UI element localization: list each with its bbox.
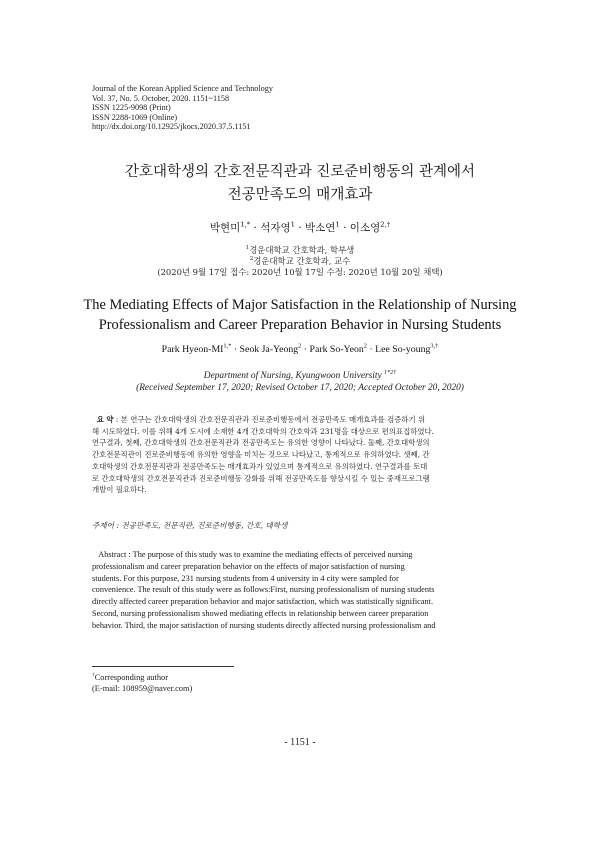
- author-sup: 2: [363, 342, 367, 350]
- author-name: Park So-Yeon: [309, 344, 364, 355]
- author-sup: 2: [298, 342, 302, 350]
- author-sup: 2,†: [380, 220, 391, 229]
- abstract-line: directly affected career preparation behavior and major satisfaction, which was statistically significant.: [92, 597, 434, 607]
- english-title-line-2: Professionalism and Career Preparation Behavior in Nursing Students: [98, 316, 502, 333]
- english-authors: [0, 344, 600, 355]
- footnote-divider: [92, 666, 234, 667]
- affiliation-text: Department of Nursing, Kyungwoon University: [203, 371, 382, 381]
- abstract-line: behavior. Third, the major satisfaction of nursing students directly affected nursing professionalism and: [92, 620, 436, 630]
- author-separator: ·: [250, 222, 261, 234]
- author-name: 이소영: [349, 222, 381, 234]
- korean-keywords: 주제어 : 전공만족도, 전문직관, 진로준비행동, 간호, 대학생: [92, 521, 288, 530]
- abstract-line: [92, 414, 508, 426]
- abstract-line: 연구결과, 첫째, 간호대학생의 간호전문직관과 전공만족도는 유의한 영향이 나타났다. 둘째, 간호대학생의: [92, 438, 430, 448]
- footnote-text: Corresponding author: [94, 673, 168, 682]
- page-number: - 1151 -: [284, 737, 316, 748]
- author-sup: 1,*: [223, 342, 232, 350]
- korean-authors: [0, 220, 600, 235]
- korean-affiliations: [0, 245, 600, 278]
- journal-issn-online: ISSN 2288-1069 (Online): [92, 112, 178, 122]
- abstract-line: 간호전문직관이 진로준비행동에 유의한 영향을 미치는 것으로 나타났고, 통계적으로 유의하였다. 셋째, 간: [92, 450, 430, 460]
- footnote-email: (E-mail: 108959@naver.com): [92, 684, 193, 693]
- english-affiliations: [0, 370, 600, 394]
- author-separator: ·: [231, 344, 240, 355]
- journal-header: [92, 84, 273, 132]
- korean-title-line-1: 간호대학생의 간호전문직관과 진로준비행동의 관계에서: [125, 164, 475, 180]
- journal-name: Journal of the Korean Applied Science and Technology: [92, 84, 273, 93]
- english-affiliation: [0, 370, 600, 382]
- abstract-line: 개발이 필요하다.: [92, 485, 147, 495]
- korean-title-line-2: 전공만족도의 매개효과: [227, 187, 373, 203]
- affiliation-sup: 2: [249, 256, 254, 263]
- footnote-corresponding: [92, 672, 192, 683]
- author-separator: ·: [301, 344, 310, 355]
- abstract-label: 요 약: [96, 415, 114, 424]
- author-separator: ·: [294, 222, 305, 234]
- author-name: 박현미: [209, 222, 241, 234]
- author-name: Park Hyeon-MI: [161, 344, 224, 355]
- abstract-text: : 본 연구는 간호대학생의 간호전문직관과 진로준비행동에서 전공만족도 매개효과를 검증하기 위: [113, 415, 426, 424]
- korean-affiliation-2: [0, 256, 600, 267]
- affiliation-text: 경운대학교 간호학과, 교수: [253, 256, 351, 266]
- korean-affiliation-1: [0, 245, 600, 256]
- abstract-line: 호대학생의 간호전문직관과 전공만족도는 매개효과가 있었으며 통계적으로 유의하였다. 연구결과를 토대: [92, 461, 428, 471]
- abstract-line: 로 간호대학생의 간호전문직관과 진로준비행동 강화를 위해 전공만족도를 향상시킬 수 있는 중재프로그램: [92, 473, 430, 483]
- affiliation-text: 경운대학교 간호학과, 학부생: [249, 245, 355, 255]
- author-name: 석자영: [260, 222, 291, 234]
- english-title-line-1: The Mediating Effects of Major Satisfaction in the Relationship of Nursing: [83, 297, 517, 313]
- journal-doi-link[interactable]: http://dx.doi.org/10.12925/jkocs.2020.37.5.1151: [92, 122, 251, 132]
- author-name: Seok Ja-Yeong: [239, 344, 299, 355]
- abstract-line: Second, nursing professionalism showed mediating effects in relationship between career preparation: [92, 608, 429, 618]
- english-abstract: [92, 549, 512, 632]
- affiliation-sup: 1*2†: [384, 369, 397, 376]
- author-separator: ·: [366, 344, 376, 355]
- author-name: 박소연: [305, 222, 336, 234]
- journal-issn-print: ISSN 1225-9098 (Print): [92, 103, 171, 113]
- english-title: [0, 296, 600, 335]
- korean-dates: (2020년 9월 17일 접수: 2020년 10월 17일 수정: 2020년 10월 20일 채택): [157, 267, 443, 277]
- abstract-line: convenience. The result of this study were as follows:First, nursing professionalism of nursing students: [92, 585, 435, 595]
- author-sup: 1,*: [240, 220, 251, 229]
- korean-title: [0, 161, 600, 207]
- footnote: [92, 672, 192, 694]
- dagger-mark: †: [92, 672, 95, 679]
- abstract-label: Abstract: [98, 550, 127, 559]
- abstract-line: [92, 549, 512, 561]
- author-sup: 1: [290, 220, 295, 229]
- abstract-line: students. For this purpose, 231 nursing students from 4 university in 4 city were sampled for: [92, 573, 399, 583]
- korean-abstract: [92, 414, 508, 496]
- abstract-text: : The purpose of this study was to examine the mediating effects of perceived nursing: [126, 550, 413, 559]
- affiliation-sup: 1: [245, 245, 250, 252]
- english-dates: (Received September 17, 2020; Revised October 17, 2020; Accepted October 20, 2020): [136, 383, 464, 393]
- journal-volume: Vol. 37, No. 5. October, 2020. 1151~1158: [92, 93, 230, 103]
- author-sup: 3,†: [430, 342, 439, 350]
- author-name: Lee So-young: [375, 344, 431, 355]
- author-separator: ·: [339, 222, 350, 234]
- abstract-line: professionalism and career preparation behavior on the effects of major satisfaction of nursing: [92, 561, 405, 571]
- abstract-line: 해 시도하였다. 이를 위해 4개 도시에 소재한 4개 간호대학의 간호학과 231명을 대상으로 편의표집하였다.: [92, 426, 434, 436]
- author-sup: 1: [335, 220, 340, 229]
